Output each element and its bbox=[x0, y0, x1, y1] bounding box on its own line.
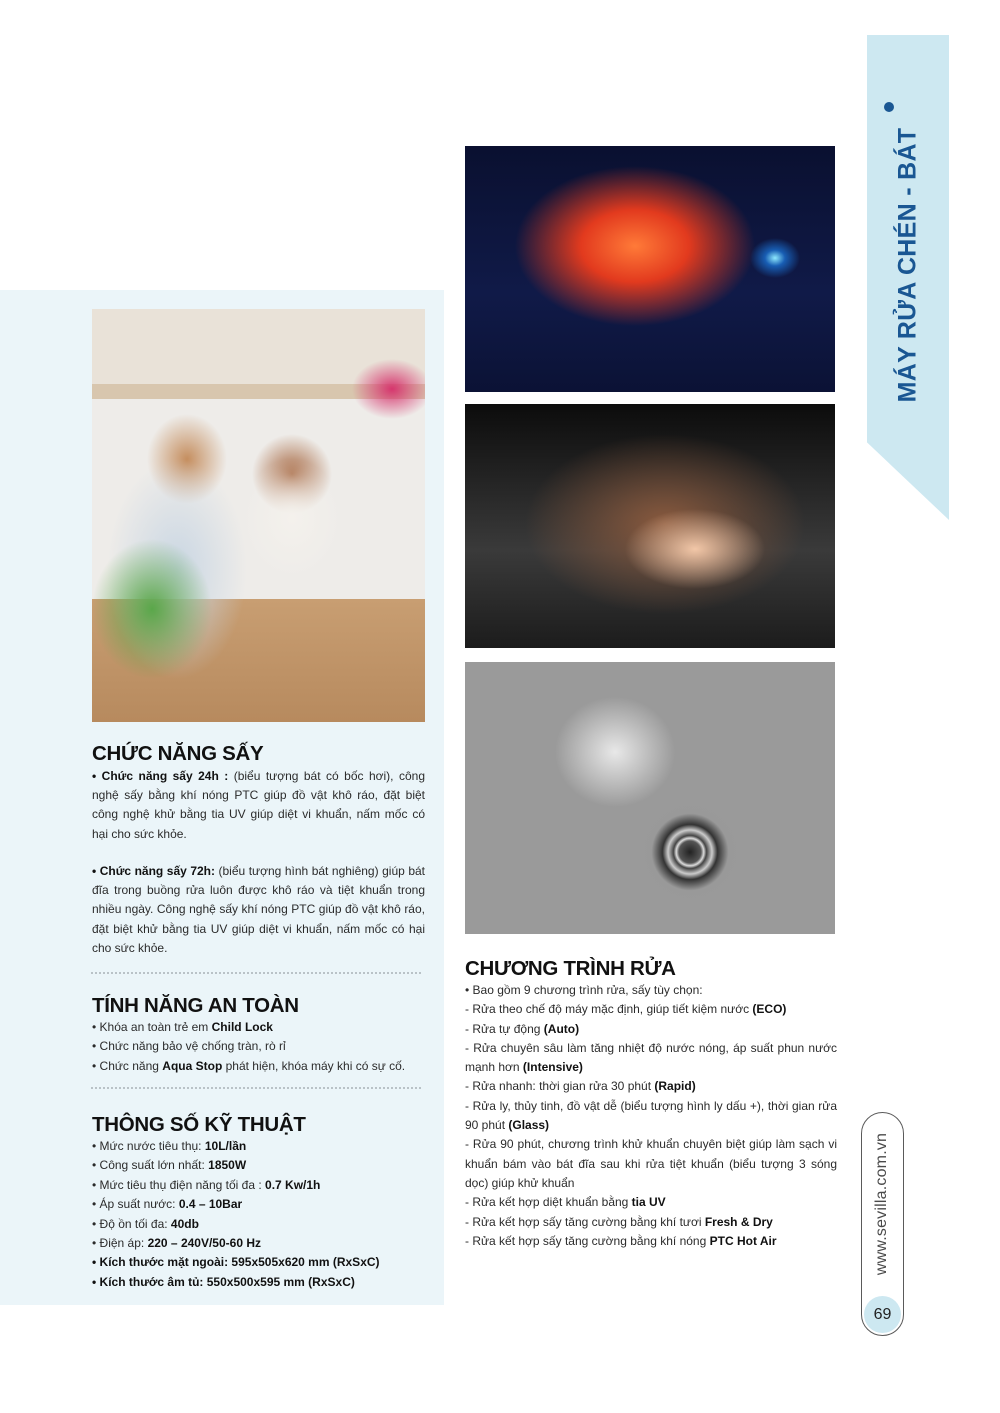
spec-value: • Kích thước mặt ngoài: 595x505x620 mm (RxSxC) bbox=[92, 1255, 380, 1270]
safety-item bbox=[92, 1018, 405, 1037]
safety-list bbox=[92, 1018, 405, 1076]
spec-value: 0.7 Kw/1h bbox=[265, 1177, 321, 1192]
spec-item bbox=[92, 1137, 380, 1156]
program-mode: Fresh & Dry bbox=[704, 1214, 773, 1229]
spec-value: 220 – 240V/50-60 Hz bbox=[147, 1236, 261, 1251]
air-circulation-image bbox=[465, 404, 835, 648]
program-item bbox=[465, 1077, 837, 1096]
dotted-divider bbox=[91, 1087, 421, 1089]
program-desc: - Rửa kết hợp sấy tăng cường bằng khí nóng bbox=[465, 1233, 710, 1248]
program-desc: - Rửa nhanh: thời gian rửa 30 phút bbox=[465, 1079, 655, 1094]
drying-item-24h bbox=[92, 767, 425, 844]
spec-label: • Mức tiêu thụ điện năng tối đa : bbox=[92, 1177, 266, 1192]
spec-item bbox=[92, 1195, 380, 1214]
program-mode: (Rapid) bbox=[654, 1079, 696, 1094]
safety-item bbox=[92, 1057, 405, 1076]
spec-value: 0.4 – 10Bar bbox=[178, 1197, 243, 1212]
spec-label: • Áp suất nước: bbox=[92, 1197, 179, 1212]
website-link[interactable]: www.sevilla.com.vn bbox=[873, 1132, 890, 1276]
programs-heading: CHƯƠNG TRÌNH RỬA bbox=[465, 957, 676, 980]
safety-item-bold: Child Lock bbox=[211, 1020, 273, 1034]
program-mode: (Intensive) bbox=[522, 1060, 583, 1075]
spec-label: • Độ ồn tối đa: bbox=[92, 1216, 171, 1231]
program-desc: - Rửa theo chế độ máy mặc định, giúp tiết kiệm nước bbox=[465, 1002, 753, 1017]
program-mode: tia UV bbox=[631, 1195, 666, 1210]
spec-item bbox=[92, 1156, 380, 1175]
drying-item-24h-text: (biểu tượng bát có bốc hơi), công nghệ sấy bằng khí nóng PTC giúp đồ vật khô ráo, đặt biệt công nghệ khử bằng tia UV giúp diệt vi khuẩn, nấm mốc có hại cho sức khỏe. bbox=[92, 769, 425, 841]
spec-value: • Kích thước âm tủ: 550x500x595 mm (RxSxC) bbox=[92, 1274, 355, 1289]
drying-heading: CHỨC NĂNG SẤY bbox=[92, 742, 264, 765]
spec-item bbox=[92, 1234, 380, 1253]
spec-item bbox=[92, 1273, 380, 1292]
program-item bbox=[465, 1213, 837, 1232]
spec-item bbox=[92, 1215, 380, 1234]
program-item bbox=[465, 1020, 837, 1039]
safety-item-text: • Chức năng bảo vệ chống tràn, rò rỉ bbox=[92, 1039, 286, 1054]
safety-item-text: • Khóa an toàn trẻ em bbox=[92, 1020, 212, 1034]
drying-item-72h-label: • Chức năng sấy 72h: bbox=[92, 864, 215, 878]
program-item bbox=[465, 1193, 837, 1212]
program-desc: - Rửa tự động bbox=[465, 1021, 544, 1036]
specs-heading: THÔNG SỐ KỸ THUẬT bbox=[92, 1113, 306, 1136]
spec-value: 40db bbox=[170, 1216, 199, 1231]
program-desc: - Rửa kết hợp sấy tăng cường bằng khí tươi bbox=[465, 1214, 705, 1229]
program-desc: - Rửa ly, thủy tinh, đồ vật dễ (biểu tượng hình ly dấu +), thời gian rửa 90 phút bbox=[465, 1098, 837, 1133]
spec-item bbox=[92, 1176, 380, 1195]
spec-label: • Điện áp: bbox=[92, 1236, 148, 1251]
program-desc: - Rửa chuyên sâu làm tăng nhiệt độ nước nóng, áp suất phun nước mạnh hơn bbox=[465, 1040, 837, 1075]
safety-item-bold: Aqua Stop bbox=[162, 1058, 223, 1073]
program-mode: (Auto) bbox=[543, 1021, 580, 1036]
spec-value: 1850W bbox=[208, 1158, 247, 1173]
program-desc: - Rửa kết hợp diệt khuẩn bằng bbox=[465, 1195, 632, 1210]
program-item bbox=[465, 1097, 837, 1136]
bullet-dot-icon bbox=[884, 102, 894, 112]
dotted-divider bbox=[91, 972, 421, 974]
programs-intro: • Bao gồm 9 chương trình rửa, sấy tùy chọn: bbox=[465, 983, 703, 997]
spec-item bbox=[92, 1253, 380, 1272]
program-desc: - Rửa 90 phút, chương trình khử khuẩn chuyên biệt giúp làm sạch vi khuẩn bám vào bát đĩa sau khi rửa tiệt khuẩn (biểu tượng 3 sóng dọc) giúp khử khuẩn bbox=[465, 1137, 837, 1190]
spec-value: 10L/lần bbox=[204, 1139, 247, 1153]
page-number: 69 bbox=[864, 1296, 901, 1333]
program-mode: PTC Hot Air bbox=[709, 1233, 777, 1248]
program-mode: (ECO) bbox=[752, 1002, 787, 1017]
spec-label: • Công suất lớn nhất: bbox=[92, 1158, 209, 1173]
programs-list bbox=[465, 981, 837, 1251]
safety-item bbox=[92, 1037, 405, 1056]
specs-list bbox=[92, 1137, 380, 1292]
safety-heading: TÍNH NĂNG AN TOÀN bbox=[92, 994, 299, 1017]
pots-in-rack-image bbox=[465, 662, 835, 934]
category-title: MÁY RỬA CHÉN - BÁT bbox=[893, 127, 922, 403]
drying-item-24h-label: • Chức năng sấy 24h : bbox=[92, 769, 229, 783]
program-item bbox=[465, 1039, 837, 1078]
program-item bbox=[465, 1135, 837, 1193]
program-mode: (Glass) bbox=[508, 1118, 550, 1133]
drying-item-72h-text: (biểu tượng hình bát nghiêng) giúp bát đĩa trong buồng rửa luôn được khô ráo và tiệt khuẩn trong nhiều ngày. Công nghệ sấy khí nóng PTC giúp đồ vật khô ráo, đặt biệt khử bằng tia UV giúp diệt vi khuẩn, nấm mốc có hại cho sức khỏe. bbox=[92, 864, 425, 955]
spec-label: • Mức nước tiêu thụ: bbox=[92, 1139, 205, 1153]
program-item bbox=[465, 1000, 837, 1019]
drying-item-72h bbox=[92, 862, 425, 958]
program-item bbox=[465, 1232, 837, 1251]
safety-item-text: phát hiện, khóa máy khi có sự cố. bbox=[222, 1058, 406, 1073]
family-kitchen-photo bbox=[92, 309, 425, 722]
safety-item-text: • Chức năng bbox=[92, 1058, 163, 1073]
hot-air-drying-image bbox=[465, 146, 835, 392]
